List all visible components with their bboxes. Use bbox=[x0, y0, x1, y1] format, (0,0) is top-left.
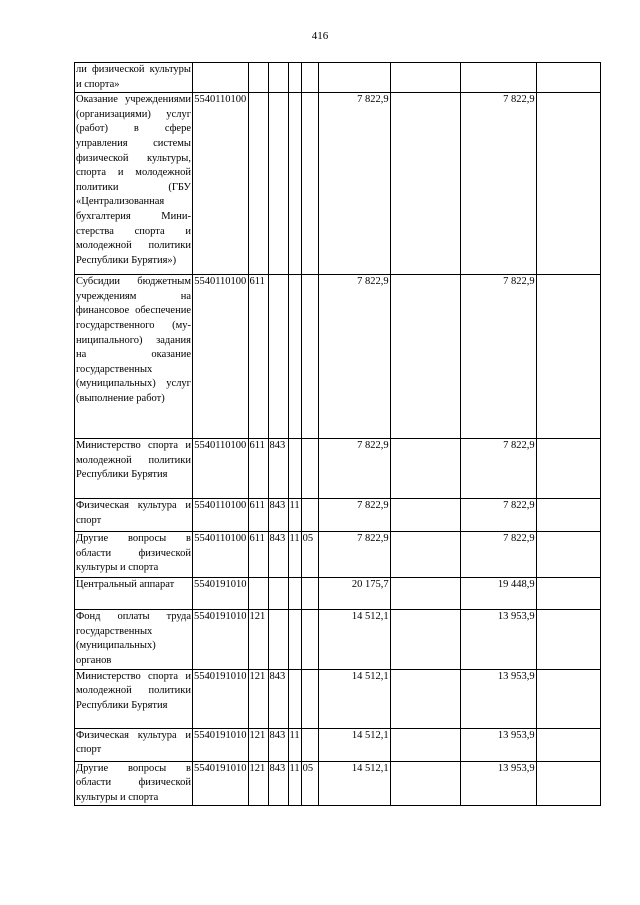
table-body bbox=[75, 63, 601, 806]
amount-year-2: 7 822,9 bbox=[460, 275, 536, 439]
target-article-code: 5540110100 bbox=[193, 93, 249, 275]
section-code bbox=[288, 439, 301, 499]
table-row bbox=[75, 63, 601, 93]
amount-year-1: 7 822,9 bbox=[318, 439, 390, 499]
amount-year-1: 14 512,1 bbox=[318, 728, 390, 761]
item-name: Министерство спорта и молодежной политики Республики Бурятия bbox=[75, 669, 193, 728]
section-code bbox=[288, 578, 301, 610]
subsection-code bbox=[301, 499, 318, 532]
empty-column-8 bbox=[390, 93, 460, 275]
amount-year-2: 7 822,9 bbox=[460, 439, 536, 499]
target-article-code: 5540191010 bbox=[193, 761, 249, 806]
subsection-code bbox=[301, 439, 318, 499]
item-name: Министерство спорта и молодежной политики Республики Бурятия bbox=[75, 439, 193, 499]
item-name: Физическая культура и спорт bbox=[75, 728, 193, 761]
expense-type-code: 611 bbox=[248, 499, 268, 532]
table-row bbox=[75, 728, 601, 761]
item-name: ли физической культуры и спорта» bbox=[75, 63, 193, 93]
empty-column-8 bbox=[390, 669, 460, 728]
expense-type-code bbox=[248, 578, 268, 610]
amount-year-1: 14 512,1 bbox=[318, 761, 390, 806]
subsection-code bbox=[301, 93, 318, 275]
empty-column-10 bbox=[536, 439, 600, 499]
ministry-code: 843 bbox=[268, 669, 288, 728]
expense-type-code: 121 bbox=[248, 728, 268, 761]
expense-type-code bbox=[248, 63, 268, 93]
table-row bbox=[75, 610, 601, 669]
section-code bbox=[288, 669, 301, 728]
empty-column-8 bbox=[390, 63, 460, 93]
expense-type-code: 611 bbox=[248, 439, 268, 499]
subsection-code bbox=[301, 669, 318, 728]
amount-year-1: 7 822,9 bbox=[318, 532, 390, 578]
empty-column-10 bbox=[536, 728, 600, 761]
ministry-code: 843 bbox=[268, 439, 288, 499]
amount-year-2: 13 953,9 bbox=[460, 728, 536, 761]
table-row bbox=[75, 499, 601, 532]
expense-type-code: 121 bbox=[248, 669, 268, 728]
expense-type-code: 611 bbox=[248, 532, 268, 578]
amount-year-2: 13 953,9 bbox=[460, 610, 536, 669]
target-article-code: 5540191010 bbox=[193, 728, 249, 761]
expense-type-code: 611 bbox=[248, 275, 268, 439]
section-code: 11 bbox=[288, 728, 301, 761]
item-name: Другие вопросы в области физической культуры и спорта bbox=[75, 761, 193, 806]
ministry-code bbox=[268, 93, 288, 275]
empty-column-8 bbox=[390, 728, 460, 761]
subsection-code: 05 bbox=[301, 761, 318, 806]
empty-column-10 bbox=[536, 669, 600, 728]
section-code bbox=[288, 275, 301, 439]
target-article-code: 5540110100 bbox=[193, 275, 249, 439]
amount-year-1: 20 175,7 bbox=[318, 578, 390, 610]
empty-column-8 bbox=[390, 499, 460, 532]
empty-column-10 bbox=[536, 499, 600, 532]
section-code bbox=[288, 63, 301, 93]
target-article-code: 5540110100 bbox=[193, 532, 249, 578]
amount-year-1 bbox=[318, 63, 390, 93]
empty-column-8 bbox=[390, 532, 460, 578]
empty-column-10 bbox=[536, 275, 600, 439]
empty-column-10 bbox=[536, 761, 600, 806]
table-row bbox=[75, 761, 601, 806]
budget-table bbox=[74, 62, 601, 806]
page-number: 416 bbox=[311, 30, 329, 42]
ministry-code bbox=[268, 578, 288, 610]
table-row bbox=[75, 669, 601, 728]
item-name: Субсидии бюджетным учреждениям на финансовое обеспечение государственного (муниципального) задания на оказание государственных (муниципальных) услуг (выполнение работ) bbox=[75, 275, 193, 439]
amount-year-2: 7 822,9 bbox=[460, 93, 536, 275]
ministry-code: 843 bbox=[268, 499, 288, 532]
section-code bbox=[288, 93, 301, 275]
table-row bbox=[75, 532, 601, 578]
amount-year-1: 7 822,9 bbox=[318, 275, 390, 439]
section-code bbox=[288, 610, 301, 669]
section-code: 11 bbox=[288, 499, 301, 532]
target-article-code: 5540191010 bbox=[193, 578, 249, 610]
table-row bbox=[75, 93, 601, 275]
empty-column-10 bbox=[536, 93, 600, 275]
section-code: 11 bbox=[288, 532, 301, 578]
table-row bbox=[75, 275, 601, 439]
amount-year-2 bbox=[460, 63, 536, 93]
section-code: 11 bbox=[288, 761, 301, 806]
subsection-code bbox=[301, 63, 318, 93]
target-article-code bbox=[193, 63, 249, 93]
table-row bbox=[75, 578, 601, 610]
expense-type-code: 121 bbox=[248, 610, 268, 669]
target-article-code: 5540191010 bbox=[193, 610, 249, 669]
table-row bbox=[75, 439, 601, 499]
empty-column-10 bbox=[536, 578, 600, 610]
item-name: Фонд оплаты труда государственных (муниципальных) органов bbox=[75, 610, 193, 669]
empty-column-8 bbox=[390, 578, 460, 610]
target-article-code: 5540191010 bbox=[193, 669, 249, 728]
amount-year-1: 7 822,9 bbox=[318, 499, 390, 532]
amount-year-2: 13 953,9 bbox=[460, 761, 536, 806]
amount-year-2: 7 822,9 bbox=[460, 499, 536, 532]
subsection-code bbox=[301, 610, 318, 669]
expense-type-code bbox=[248, 93, 268, 275]
empty-column-8 bbox=[390, 761, 460, 806]
item-name: Физическая культура и спорт bbox=[75, 499, 193, 532]
amount-year-2: 7 822,9 bbox=[460, 532, 536, 578]
ministry-code bbox=[268, 275, 288, 439]
subsection-code bbox=[301, 728, 318, 761]
target-article-code: 5540110100 bbox=[193, 499, 249, 532]
target-article-code: 5540110100 bbox=[193, 439, 249, 499]
subsection-code bbox=[301, 275, 318, 439]
ministry-code: 843 bbox=[268, 728, 288, 761]
empty-column-8 bbox=[390, 275, 460, 439]
ministry-code: 843 bbox=[268, 532, 288, 578]
ministry-code bbox=[268, 610, 288, 669]
amount-year-1: 14 512,1 bbox=[318, 669, 390, 728]
empty-column-8 bbox=[390, 610, 460, 669]
subsection-code bbox=[301, 578, 318, 610]
empty-column-10 bbox=[536, 63, 600, 93]
empty-column-8 bbox=[390, 439, 460, 499]
empty-column-10 bbox=[536, 532, 600, 578]
item-name: Центральный аппарат bbox=[75, 578, 193, 610]
item-name: Другие вопросы в области физической культуры и спорта bbox=[75, 532, 193, 578]
empty-column-10 bbox=[536, 610, 600, 669]
ministry-code bbox=[268, 63, 288, 93]
subsection-code: 05 bbox=[301, 532, 318, 578]
amount-year-1: 14 512,1 bbox=[318, 610, 390, 669]
item-name: Оказание учреждениями (организациями) услуг (работ) в сфере управления системы физической культуры, спорта и молодежной политики (ГБУ «Централизованная бухгалтерия Министерства спорта и молодежной политики Республики Бурятия») bbox=[75, 93, 193, 275]
expense-type-code: 121 bbox=[248, 761, 268, 806]
amount-year-2: 13 953,9 bbox=[460, 669, 536, 728]
ministry-code: 843 bbox=[268, 761, 288, 806]
amount-year-2: 19 448,9 bbox=[460, 578, 536, 610]
amount-year-1: 7 822,9 bbox=[318, 93, 390, 275]
